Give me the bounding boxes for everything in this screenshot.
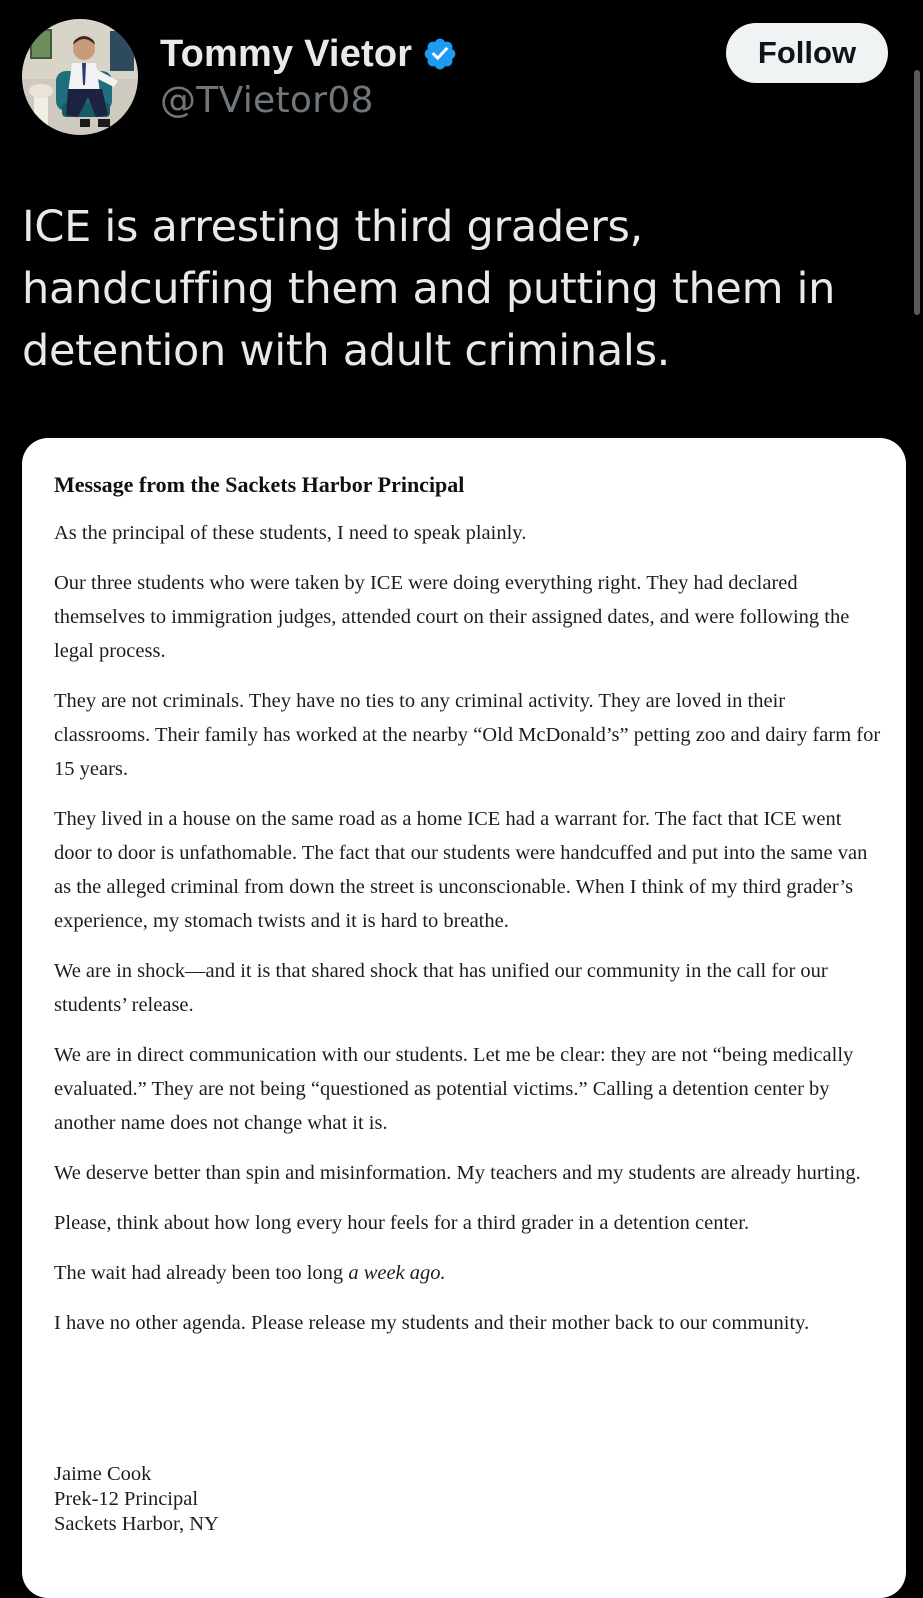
letter-paragraph: They lived in a house on the same road as a home ICE had a warrant for. The fact that ICE went door to door is unfathomable. The fact that our students were handcuffed and put into the same van as the alleged criminal from down the street is unconscionable. When I think of my third grader’s experience, my stomach twists and it is hard to breathe. — [54, 808, 868, 932]
letter-paragraph: Our three students who were taken by ICE were doing everything right. They had declared themselves to immigration judges, attended court on their assigned dates, and were following the legal process. — [54, 572, 850, 662]
letter-body — [54, 516, 884, 1356]
signature-location: Sackets Harbor, NY — [54, 1513, 219, 1535]
signature-role: Prek-12 Principal — [54, 1488, 199, 1510]
author-display-name[interactable]: Tommy Vietor — [160, 32, 413, 75]
verified-badge-icon — [422, 36, 458, 72]
letter-paragraph-wait — [54, 1256, 884, 1290]
wait-text: The wait had already been too long — [54, 1262, 344, 1284]
letter-paragraph: As the principal of these students, I need to speak plainly. — [54, 522, 527, 544]
tweet-text: ICE is arresting third graders, handcuffing them and putting them in detention with adult criminals. — [22, 202, 836, 376]
letter-signature — [54, 1462, 219, 1537]
author-avatar[interactable] — [22, 19, 138, 135]
follow-button[interactable]: Follow — [726, 23, 888, 83]
avatar-photo — [22, 19, 138, 135]
author-handle[interactable]: @TVietor08 — [160, 80, 374, 121]
letter-paragraph: We are in direct communication with our students. Let me be clear: they are not “being medically evaluated.” They are not being “questioned as potential victims.” Calling a detention center by another name does not change what it is. — [54, 1044, 854, 1134]
signature-name: Jaime Cook — [54, 1463, 152, 1485]
attached-image-letter[interactable] — [22, 438, 906, 1598]
letter-paragraph: They are not criminals. They have no ties to any criminal activity. They are loved in their classrooms. Their family has worked at the nearby “Old McDonald’s” petting zoo and dairy farm for 15 years. — [54, 690, 881, 780]
letter-paragraph: We deserve better than spin and misinformation. My teachers and my students are already hurting. — [54, 1162, 861, 1184]
letter-paragraph: Please, think about how long every hour feels for a third grader in a detention center. — [54, 1212, 750, 1234]
scrollbar-thumb[interactable] — [914, 70, 920, 315]
letter-title: Message from the Sackets Harbor Principal — [54, 472, 465, 497]
letter-closing: I have no other agenda. Please release my students and their mother back to our community. — [54, 1312, 810, 1334]
tweet-header — [0, 0, 923, 150]
author-name-row — [160, 30, 458, 78]
letter-paragraph: We are in shock—and it is that shared shock that has unified our community in the call for our students’ release. — [54, 960, 828, 1016]
wait-emphasis: a week ago. — [348, 1262, 446, 1284]
